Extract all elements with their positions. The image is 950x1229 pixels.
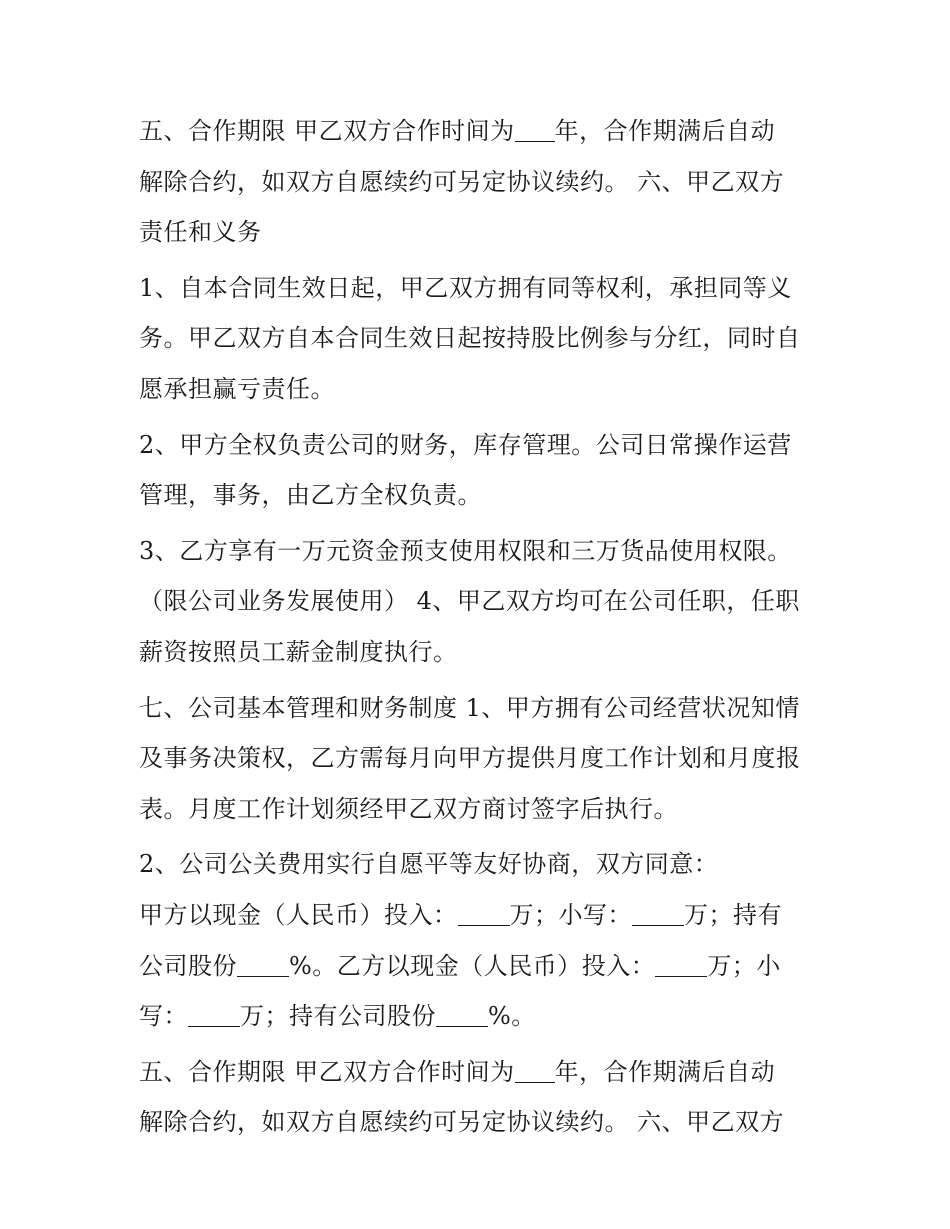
fill-in-blank[interactable]	[237, 950, 289, 977]
text-line: 愿承担赢亏责任。	[139, 374, 335, 403]
fill-in-blank[interactable]	[188, 1000, 240, 1027]
section-cooperation-term-repeat	[139, 1047, 819, 1148]
clause-1	[139, 263, 819, 415]
clause-7-2	[139, 839, 819, 890]
text-line: 五、合作期限 甲乙双方合作时间为 年，合作期满后自动	[139, 1057, 776, 1086]
text-line: 表。月度工作计划须经甲乙双方商讨签字后执行。	[139, 794, 678, 823]
text-line: 责任和义务	[139, 218, 262, 247]
clause-3	[139, 526, 819, 678]
text-line: 解除合约，如双方自愿续约可另定协议续约。 六、甲乙双方	[139, 1108, 785, 1137]
fill-in-blank[interactable]	[515, 1056, 555, 1083]
text-line: 2、公司公关费用实行自愿平等友好协商，双方同意：	[139, 850, 719, 879]
text-line: 七、公司基本管理和财务制度 1、甲方拥有公司经营状况知情	[139, 693, 800, 722]
text-line: 解除合约，如双方自愿续约可另定协议续约。 六、甲乙双方	[139, 167, 785, 196]
section-management-finance	[139, 683, 819, 835]
text-line: 管理，事务，由乙方全权负责。	[139, 481, 482, 510]
document-body	[139, 106, 819, 1148]
text-line: （限公司业务发展使用） 4、甲乙双方均可在公司任职，任职	[139, 587, 800, 616]
fill-in-blank[interactable]	[655, 950, 707, 977]
text-line: 务。甲乙双方自本合同生效日起按持股比例参与分红，同时自	[139, 324, 801, 353]
text-line: 薪资按照员工薪金制度执行。	[139, 637, 458, 666]
text-line: 写： 万；持有公司股份 %。	[139, 1002, 536, 1031]
fill-in-blank[interactable]	[458, 899, 510, 926]
text-line: 公司股份 %。乙方以现金（人民币）投入： 万；小	[139, 951, 781, 980]
capital-contribution	[139, 890, 819, 1042]
text-line: 1、自本合同生效日起，甲乙双方拥有同等权利，承担同等义	[139, 273, 792, 302]
text-line: 甲方以现金（人民币）投入： 万；小写： 万；持有	[139, 900, 782, 929]
text-line: 3、乙方享有一万元资金预支使用权限和三万货品使用权限。	[139, 536, 792, 565]
section-cooperation-term	[139, 106, 819, 258]
text-line: 五、合作期限 甲乙双方合作时间为 年，合作期满后自动	[139, 117, 776, 145]
clause-2	[139, 420, 819, 521]
text-line: 2、甲方全权负责公司的财务，库存管理。公司日常操作运营	[139, 430, 792, 459]
fill-in-blank[interactable]	[632, 899, 684, 926]
fill-in-blank[interactable]	[436, 1000, 488, 1027]
fill-in-blank[interactable]	[515, 115, 555, 142]
text-line: 及事务决策权，乙方需每月向甲方提供月度工作计划和月度报	[139, 744, 801, 773]
